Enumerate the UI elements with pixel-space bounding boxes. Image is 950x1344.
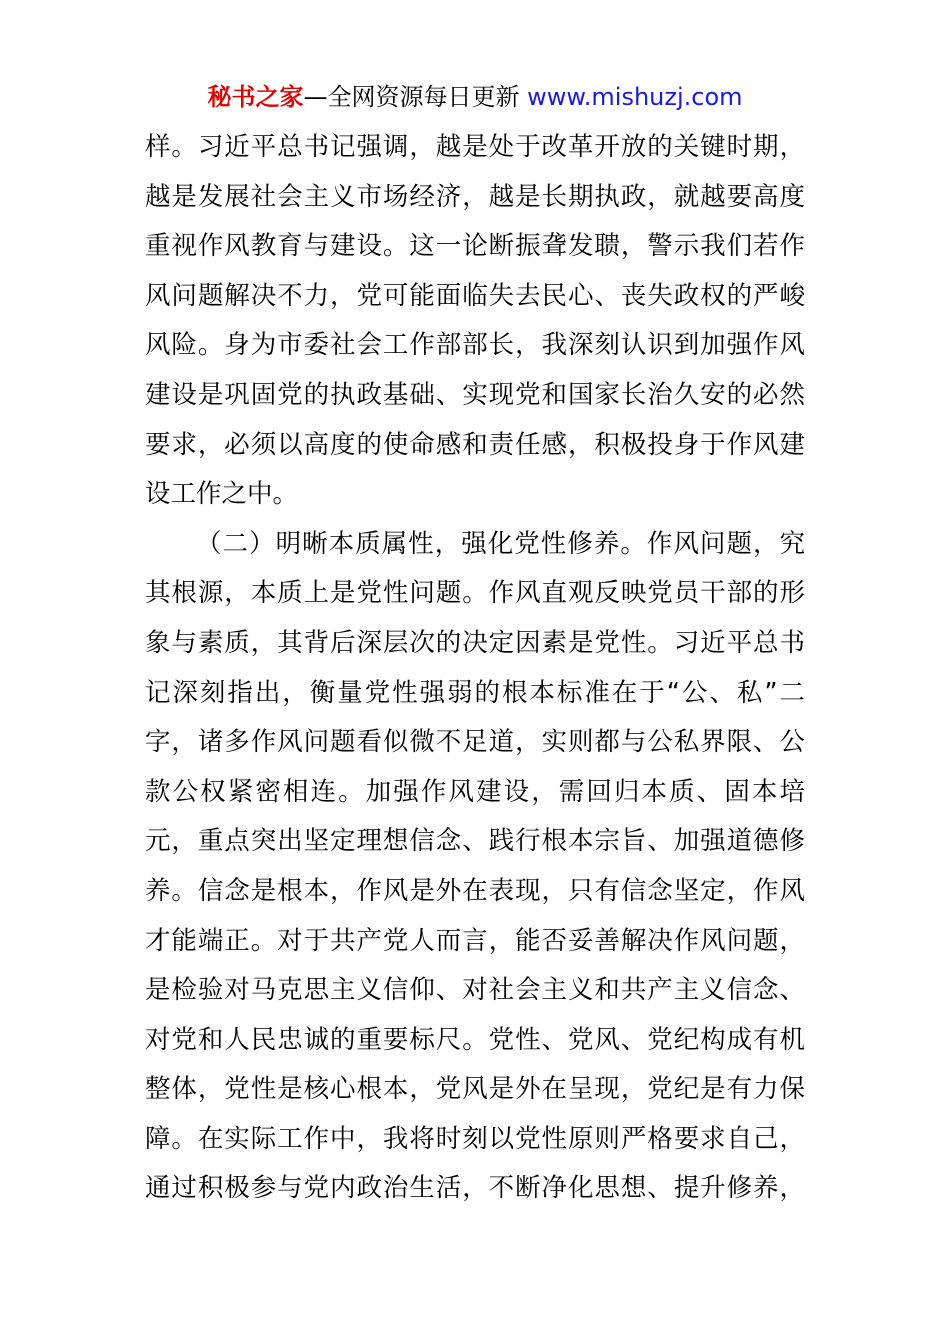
text-line: 款公权紧密相连。加强作风建设，需回归本质、固本培 bbox=[145, 776, 805, 807]
text-line: （二）明晰本质属性，强化党性修养。作风问题，究 bbox=[196, 528, 805, 559]
site-url[interactable]: www.mishuzj.com bbox=[527, 83, 743, 111]
text-line: 元，重点突出坚定理想信念、践行根本宗旨、加强道德修 bbox=[145, 826, 805, 857]
text-line: 风险。身为市委社会工作部部长，我深刻认识到加强作风 bbox=[145, 330, 805, 361]
text-line: 越是发展社会主义市场经济，越是长期执政，就越要高度 bbox=[145, 181, 805, 212]
text-line: 要求，必须以高度的使命感和责任感，积极投身于作风建 bbox=[145, 429, 805, 460]
text-line: 通过积极参与党内政治生活，不断净化思想、提升修养， bbox=[145, 1173, 805, 1204]
text-line: 对党和人民忠诚的重要标尺。党性、党风、党纪构成有机 bbox=[145, 1024, 805, 1055]
document-body bbox=[145, 123, 805, 1214]
text-line: 才能端正。对于共产党人而言，能否妥善解决作风问题， bbox=[145, 925, 805, 956]
text-line: 养。信念是根本，作风是外在表现，只有信念坚定，作风 bbox=[145, 875, 805, 906]
paragraph bbox=[145, 520, 805, 1214]
site-tagline: —全网资源每日更新 bbox=[303, 83, 528, 111]
site-header bbox=[0, 80, 950, 114]
text-line: 象与素质，其背后深层次的决定因素是党性。习近平总书 bbox=[145, 627, 805, 658]
text-line: 是检验对马克思主义信仰、对社会主义和共产主义信念、 bbox=[145, 975, 805, 1006]
text-line: 建设是巩固党的执政基础、实现党和国家长治久安的必然 bbox=[145, 379, 805, 410]
site-brand: 秘书之家 bbox=[207, 83, 304, 111]
text-line: 障。在实际工作中，我将时刻以党性原则严格要求自己， bbox=[145, 1123, 805, 1154]
text-line: 风问题解决不力，党可能面临失去民心、丧失政权的严峻 bbox=[145, 280, 805, 311]
text-line: 整体，党性是核心根本，党风是外在呈现，党纪是有力保 bbox=[145, 1074, 805, 1105]
text-line: 其根源，本质上是党性问题。作风直观反映党员干部的形 bbox=[145, 578, 805, 609]
paragraph bbox=[145, 123, 805, 520]
text-line: 设工作之中。 bbox=[145, 479, 299, 510]
text-line: 字，诸多作风问题看似微不足道，实则都与公私界限、公 bbox=[145, 727, 805, 758]
text-line: 记深刻指出，衡量党性强弱的根本标准在于“公、私”二 bbox=[145, 677, 805, 708]
text-line: 样。习近平总书记强调，越是处于改革开放的关键时期， bbox=[145, 132, 805, 162]
text-line: 重视作风教育与建设。这一论断振聋发聩，警示我们若作 bbox=[145, 231, 805, 262]
